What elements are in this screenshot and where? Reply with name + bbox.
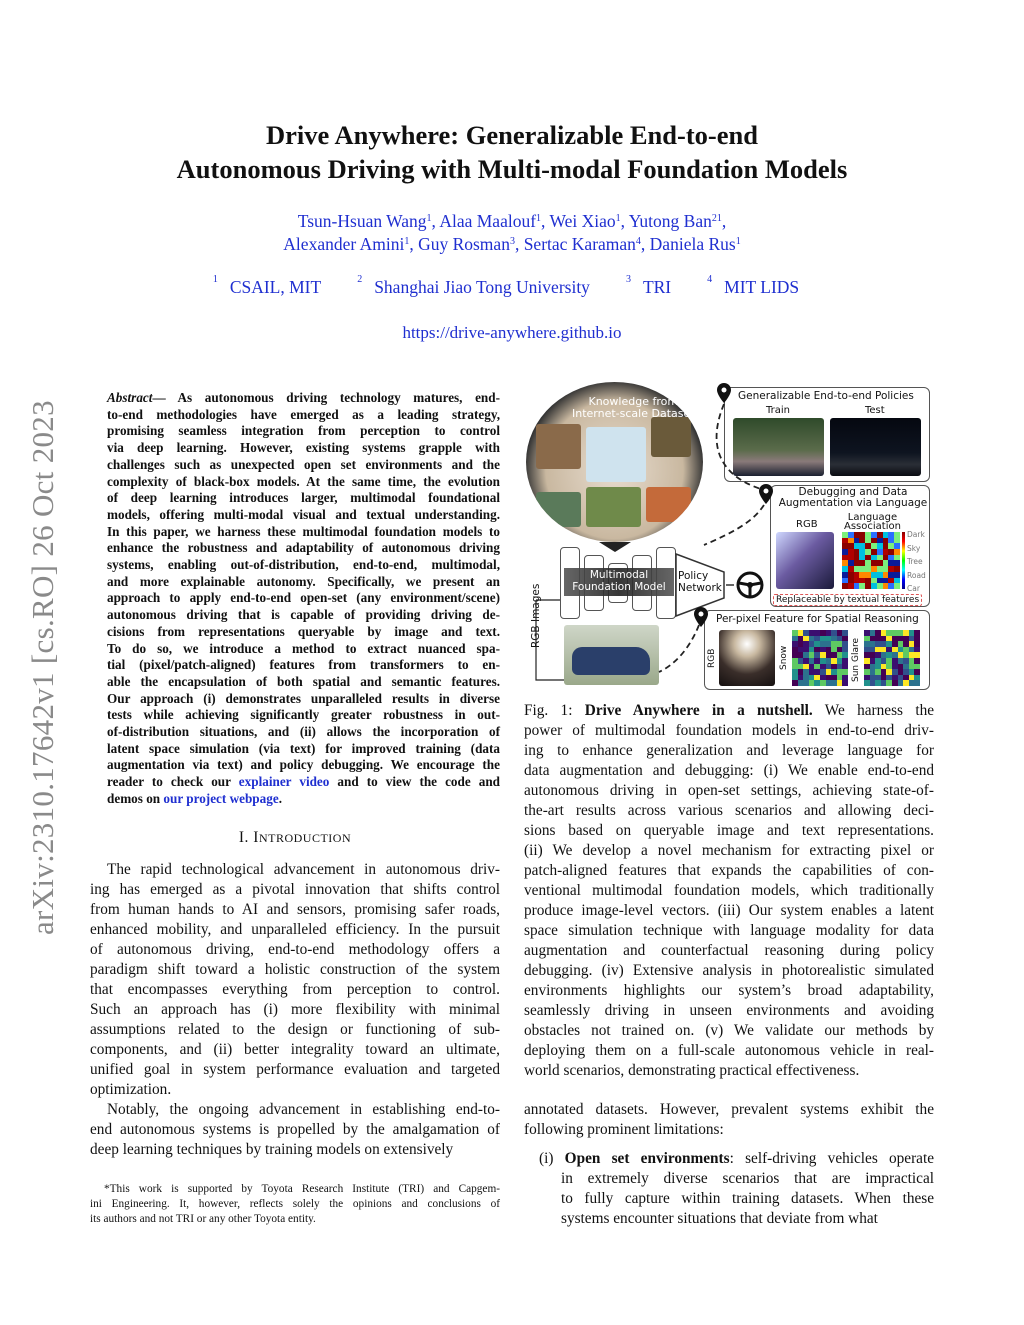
- label-line: Augmentation via Language: [778, 497, 928, 509]
- text-line: [539, 1149, 934, 1169]
- inline-link[interactable]: our project webpage: [163, 790, 279, 806]
- author-name: Wei Xiao: [549, 211, 616, 231]
- text-line: seamlessly driving in unseen environments and avoiding: [524, 1002, 934, 1019]
- affiliation-name: Shanghai Jiao Tong University: [374, 277, 590, 297]
- text-line: end autonomous systems is propelled by the amalgamation of: [90, 1121, 500, 1138]
- text-line: of-distribution situations, and (ii) allows the incorporation of: [107, 724, 500, 740]
- text-run: (i): [539, 1150, 565, 1167]
- text-line: systems encounter situations that deviate from what: [561, 1210, 878, 1227]
- affiliation: [212, 274, 333, 297]
- text-line: paradigm shift toward a holistic construction of the system: [90, 961, 500, 978]
- rgb-images-label: RGB Images: [530, 583, 542, 648]
- text-line: patch-aligned features that expands the capabilities of con-: [524, 862, 934, 879]
- section-heading: I. INTRODUCTION: [238, 829, 352, 846]
- text-line: optimization.: [90, 1081, 172, 1098]
- author-name: Alaa Maalouf: [439, 211, 537, 231]
- affiliation-name: CSAIL, MIT: [229, 277, 322, 297]
- bold-text: Open set environments: [564, 1150, 730, 1167]
- label-line: Debugging and Data: [798, 486, 908, 498]
- text-run: and to view the code and: [329, 774, 501, 790]
- text-line: components, and (ii) better integrality toward an ultimate,: [90, 1041, 500, 1058]
- text-run: We harness the: [812, 702, 935, 719]
- author-name: Alexander Amini: [283, 234, 405, 254]
- location-pin-icon: [717, 383, 731, 403]
- paper-title: [0, 118, 1024, 186]
- text-line: from human hands to AI and sensors, promising safer roads,: [90, 901, 500, 918]
- arxiv-identifier: arXiv:2310.17642v1 [cs.RO] 26 Oct 2023: [25, 400, 60, 935]
- train-label: Train: [766, 405, 790, 416]
- text-line: autonomous driving in open-set settings, achieving state-of-: [524, 782, 934, 799]
- text-line: deep learning techniques by training models on extensively: [90, 1141, 454, 1158]
- label-line: Policy: [678, 570, 709, 582]
- author-name: Daniela Rus: [649, 234, 736, 254]
- body-paragraph: [524, 1100, 934, 1140]
- text-run: reader to check our: [107, 774, 239, 790]
- author-affiliation-mark: 1: [426, 213, 432, 224]
- label-line: Internet-scale Dataset: [572, 407, 695, 420]
- bold-text: Drive Anywhere in a nutshell.: [584, 702, 813, 719]
- text-line: [524, 701, 934, 721]
- text-line: tial (pixel/patch-aligned) features from transformers to en-: [107, 657, 500, 673]
- author-affiliation-mark: 21: [711, 213, 722, 224]
- limitations-list: [539, 1149, 934, 1229]
- text-line: following prominent limitations:: [524, 1121, 724, 1138]
- affiliation: [707, 274, 811, 297]
- text-line: [107, 791, 500, 808]
- introduction-text: [90, 860, 500, 1160]
- replaceable-note: Replaceable by textual features: [773, 594, 922, 606]
- affiliation-name: TRI: [642, 277, 672, 297]
- text-line: [107, 774, 500, 791]
- text-line: To do so, we introduce a method to extract nuanced spa-: [107, 640, 500, 656]
- author-affiliation-mark: 3: [509, 236, 515, 247]
- text-line: unified goal in system performance evaluation and targeted: [90, 1061, 500, 1078]
- text-line: debugging. (iv) Extensive analysis in photorealistic simulated: [524, 962, 934, 979]
- affiliation: [357, 274, 602, 297]
- title-line: Autonomous Driving with Multi-modal Foundation Models: [176, 154, 848, 184]
- text-line: autonomous driving that is capable of providing driving de-: [107, 607, 500, 623]
- text-line: sions based on queryable image and text representations.: [524, 822, 934, 839]
- text-line: Our approach (i) demonstrates unparalleled results in diverse: [107, 690, 500, 706]
- rgb-label: RGB: [796, 519, 818, 530]
- footnote: [90, 1182, 500, 1227]
- authors: Tsun-Hsuan Wang$^1$, Alaa Maalouf$^1$, Wei Xiao$^1$, Yutong Ban$^{21}$, Alexander Amini$^1$, Guy Rosman$^3$, Sertac Karaman$^4$, Daniela Rus$^1$: [283, 211, 741, 254]
- text-line: Such an approach has (i) more flexibility with minimal: [90, 1001, 500, 1018]
- text-line: cisions from representations queryable by image and text.: [107, 623, 500, 639]
- text-run: Fig. 1:: [524, 702, 585, 719]
- text-line: enhance the robustness and adaptability of autonomous driving: [107, 540, 500, 556]
- text-line: power of multimodal foundation models in end-to-end driv-: [524, 722, 934, 739]
- author-affiliation-mark: 4: [635, 236, 641, 247]
- text-line: data augmentation and debugging: (i) We enable end-to-end: [524, 762, 934, 779]
- label-line: Language: [847, 512, 898, 523]
- legend-entry: Car: [907, 584, 920, 593]
- text-line: obstacles not trained on. (v) We validate our methods by: [524, 1022, 934, 1039]
- title-line: Drive Anywhere: Generalizable End-to-end: [266, 120, 758, 150]
- affiliation: [625, 274, 683, 297]
- text-line: in extremely diverse scenarios that are impractical: [561, 1170, 934, 1187]
- text-line: models, offering multi-modal visual and textual understanding.: [107, 506, 500, 522]
- text-line: [107, 390, 500, 407]
- abstract: [107, 390, 500, 808]
- label-line: Network: [678, 582, 722, 594]
- text-line: (ii) We develop a novel mechanism for extracting pixel or: [524, 842, 934, 859]
- text-line: *This work is supported by Toyota Research Institute (TRI) and Capgem-: [104, 1183, 500, 1195]
- label-line: Multimodal: [589, 569, 649, 581]
- label-line: Association: [844, 521, 901, 532]
- rgb-label: RGB: [707, 648, 717, 668]
- text-line: produce image-level vectors. (iii) Our system enables a latent: [524, 902, 934, 919]
- label-line: Knowledge from: [588, 395, 679, 408]
- text-line: that encompasses everything from perception to control.: [90, 981, 500, 998]
- text-line: ventional multimodal foundation models, which traditionally: [524, 882, 934, 899]
- location-pin-icon: [694, 607, 708, 627]
- text-line: Notably, the ongoing advancement in establishing end-to-: [107, 1101, 500, 1118]
- text-line: to-end methodologies have emerged as a leading strategy,: [107, 406, 500, 422]
- text-run: .: [278, 790, 282, 806]
- affiliation-mark: 4: [707, 274, 713, 285]
- text-line: assumptions related to the design or functioning of sub-: [90, 1021, 500, 1038]
- text-line: In this paper, we harness these multimodal foundation models to: [107, 523, 500, 539]
- dashed-connectors: [524, 380, 934, 695]
- text-line: annotated datasets. However, prevalent systems exhibit the: [524, 1101, 934, 1118]
- inline-link[interactable]: explainer video: [238, 774, 330, 790]
- text-line: tests while achieving significantly greater robustness in out-: [107, 707, 500, 723]
- affiliations: [0, 274, 1024, 298]
- italic-label: Abstract: [107, 390, 153, 405]
- text-line: enhanced mobility, and unparalleled efficiency. In the pursuit: [90, 921, 500, 938]
- author-affiliation-mark: 1: [615, 213, 621, 224]
- per-pixel-title: Per-pixel Feature for Spatial Reasoning: [716, 613, 919, 625]
- text-line: ing to enhance generalization and leverage language for: [524, 742, 934, 759]
- location-pin-icon: [759, 484, 773, 504]
- affiliation-name: MIT LIDS: [724, 277, 800, 297]
- text-line: space simulation technique with language modality for data: [524, 922, 934, 939]
- legend-entry: Dark: [907, 530, 925, 539]
- text-line: latent space simulation (via text) for improved training (data: [107, 740, 500, 756]
- text-line: systems, enabling out-of-distribution, end-to-end, multimodal,: [107, 557, 500, 573]
- text-line: augmentation via text) and policy debugging. We encourage the: [107, 757, 500, 773]
- author-name: Yutong Ban: [628, 211, 712, 231]
- text-line: ini Engineering. It, however, reflects solely the opinions and conclusions of: [90, 1198, 500, 1210]
- legend-entry: Sky: [907, 543, 921, 553]
- affiliation-mark: 3: [625, 274, 631, 285]
- author-name: Guy Rosman: [418, 234, 510, 254]
- text-line: augmentation and counterfactual reasoning during policy: [524, 942, 934, 959]
- project-url-link[interactable]: https://drive-anywhere.github.io: [402, 323, 622, 342]
- text-run: demos on: [107, 790, 164, 806]
- text-line: of autonomous driving, end-to-end methodology offers a: [90, 941, 500, 958]
- legend-entry: Tree: [907, 557, 923, 566]
- author-name: Tsun-Hsuan Wang: [297, 211, 427, 231]
- text-line: ing has emerged as a pivotal innovation that shifts control: [90, 881, 500, 898]
- affiliation-mark: 2: [357, 274, 363, 285]
- author-name: Sertac Karaman: [523, 234, 636, 254]
- text-run: : self-driving vehicles operate: [729, 1150, 935, 1167]
- text-line: to fully capture within training datasets. When these: [561, 1190, 934, 1207]
- test-label: Test: [865, 405, 885, 416]
- affiliation-mark: 1: [212, 274, 218, 285]
- sun-glare-label: Sun Glare: [851, 637, 861, 682]
- text-line: able the encapsulation of both spatial and semantic features.: [107, 673, 500, 689]
- policies-title: Generalizable End-to-end Policies: [738, 390, 914, 402]
- author-affiliation-mark: 1: [404, 236, 410, 247]
- text-line: The rapid technological advancement in autonomous driv-: [107, 861, 500, 878]
- figure-caption: [524, 701, 934, 1081]
- author-affiliation-mark: 1: [536, 213, 542, 224]
- text-line: deploying them on a full-scale autonomous vehicle in real-: [524, 1042, 934, 1059]
- text-line: via deep learning. However, existing systems grapple with: [107, 440, 500, 456]
- text-line: and more explainable autonomy. Specifically, we present an: [107, 573, 500, 589]
- legend-entry: Road: [907, 570, 926, 580]
- text-line: of deep learning introduces larger, multimodal foundational: [107, 490, 500, 506]
- snow-label: Snow: [779, 645, 789, 670]
- label-line: Foundation Model: [572, 581, 666, 593]
- text-run: — As autonomous driving technology matures, end-: [152, 390, 500, 405]
- author-affiliation-mark: 1: [735, 236, 741, 247]
- text-line: the-art results across various scenarios and allowing deci-: [524, 802, 934, 819]
- text-line: challenges such as unexpected open set environments and the: [107, 456, 500, 472]
- text-line: world scenarios, demonstrating practical effectiveness.: [524, 1062, 860, 1079]
- text-line: complexity of black-box models. At the same time, the evolution: [107, 473, 500, 489]
- text-line: its authors and not TRI or any other Toyota entity.: [90, 1213, 316, 1225]
- text-line: environments highlights our system’s broad adaptability,: [524, 982, 934, 999]
- text-line: approach to apply end-to-end open-set (any environment/scene): [107, 590, 500, 606]
- text-line: promising seamless integration from perception to control: [107, 423, 500, 439]
- figure-1: [524, 380, 934, 695]
